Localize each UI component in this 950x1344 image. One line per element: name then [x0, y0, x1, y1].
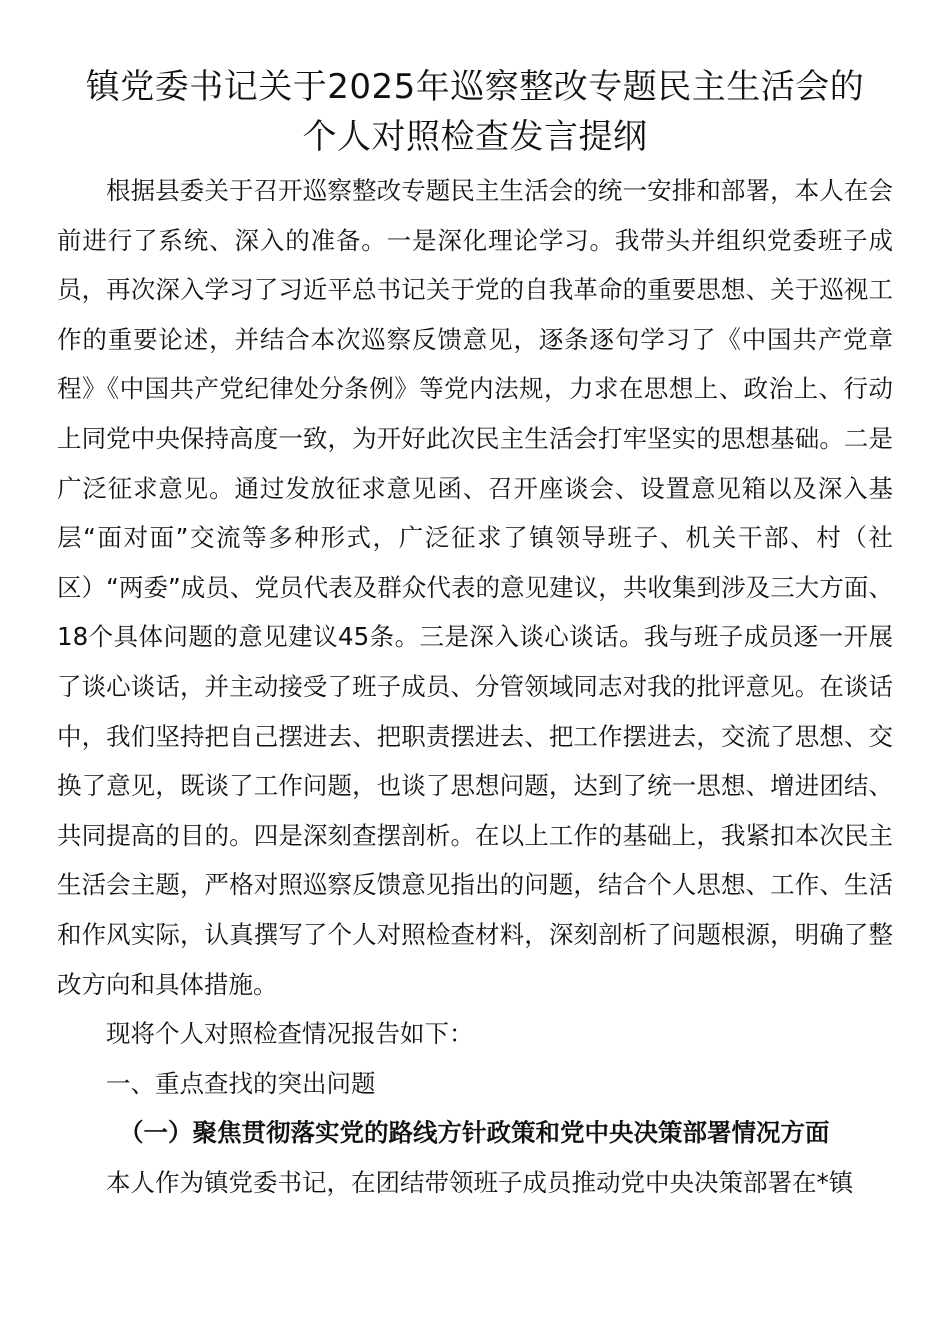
section-heading: 一、重点查找的突出问题 [106, 1068, 376, 1098]
document-title-line2: 个人对照检查发言提纲 [302, 117, 648, 157]
report-intro-paragraph: 现将个人对照检查情况报告如下： [106, 1019, 474, 1049]
document-title [57, 62, 893, 162]
document-page [57, 62, 893, 1207]
document-title-line1: 镇党委书记关于2025年巡察整改专题民主生活会的 [85, 67, 865, 107]
intro-paragraph: 根据县委关于召开巡察整改专题民主生活会的统一安排和部署，本人在会前进行了系统、深入的准备。一是深化理论学习。我带头并组织党委班子成员，再次深入学习了习近平总书记关于党的自我革命的重要思想、关于巡视工作的重要论述，并结合本次巡察反馈意见，逐条逐句学习了《中国共产党章程》《中国共产党纪律处分条例》等党内法规，力求在思想上、政治上、行动上同党中央保持高度一致，为开好此次民主生活会打牢坚实的思想基础。二是广泛征求意见。通过发放征求意见函、召开座谈会、设置意见箱以及深入基层“面对面”交流等多种形式，广泛征求了镇领导班子、机关干部、村（社区）“两委”成员、党员代表及群众代表的意见建议，共收集到涉及三大方面、18个具体问题的意见建议45条。三是深入谈心谈话。我与班子成员逐一开展了谈心谈话，并主动接受了班子成员、分管领域同志对我的批评意见。在谈话中，我们坚持把自己摆进去、把职责摆进去、把工作摆进去，交流了思想、交换了意见，既谈了工作问题，也谈了思想问题，达到了统一思想、增进团结、共同提高的目的。四是深刻查摆剖析。在以上工作的基础上，我紧扣本次民主生活会主题，严格对照巡察反馈意见指出的问题，结合个人思想、工作、生活和作风实际，认真撰写了个人对照检查材料，深刻剖析了问题根源，明确了整改方向和具体措施。 [57, 176, 893, 999]
subsection-heading: （一）聚焦贯彻落实党的路线方针政策和党中央决策部署情况方面 [119, 1118, 830, 1148]
subsection-paragraph: 本人作为镇党委书记，在团结带领班子成员推动党中央决策部署在*镇 [106, 1167, 854, 1197]
